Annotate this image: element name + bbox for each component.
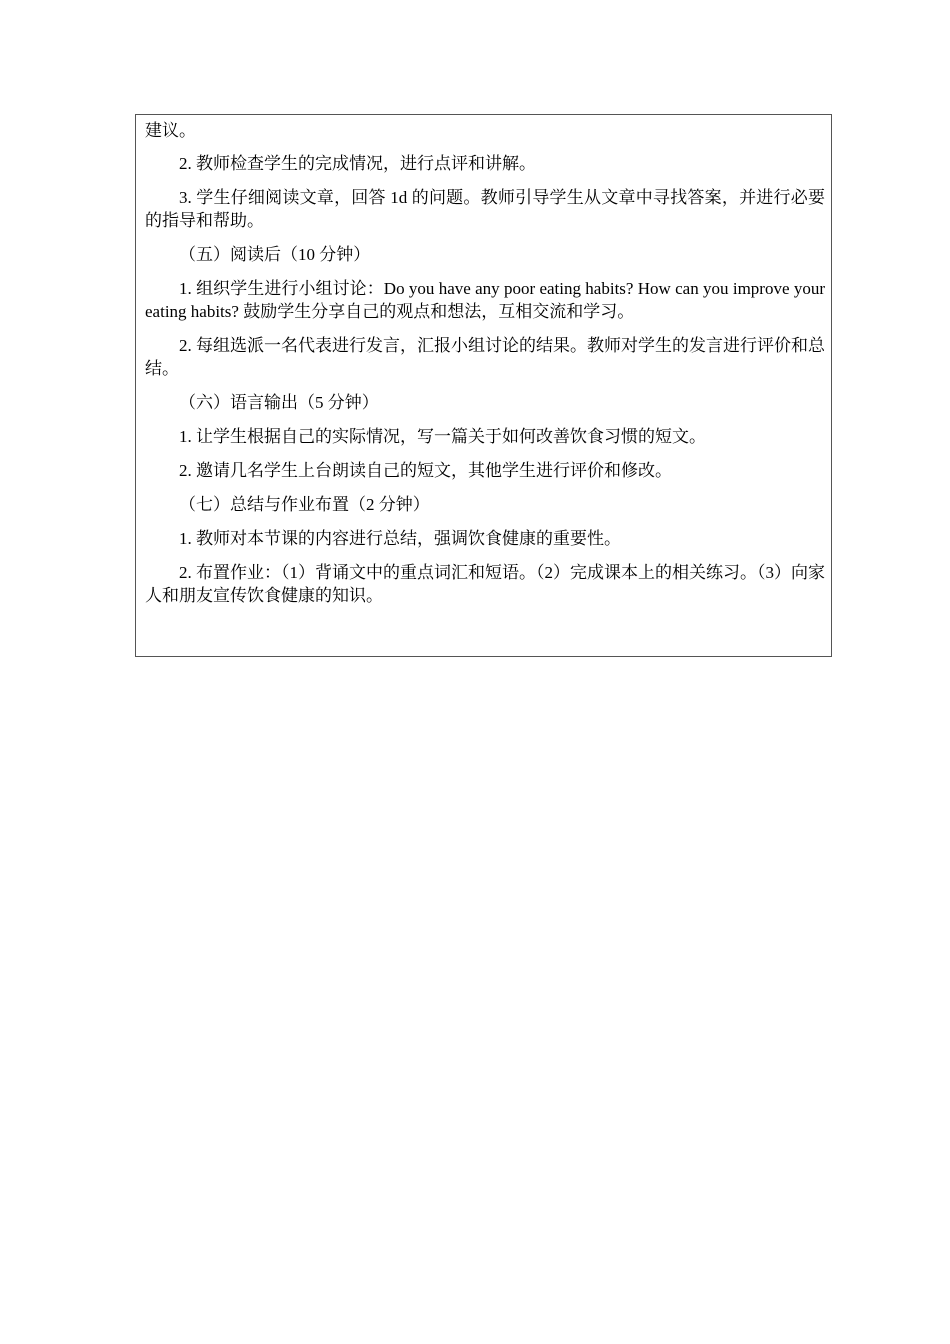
step-group-discussion: 1. 组织学生进行小组讨论：Do you have any poor eating habits? How can you improve your eating habits? 鼓励学生分享自己的观点和想法，互相交流和学习。: [145, 279, 825, 321]
step-read-aloud: 2. 邀请几名学生上台朗读自己的短文，其他学生进行评价和修改。: [179, 461, 672, 480]
step-read-answer-1d: 3. 学生仔细阅读文章，回答 1d 的问题。教师引导学生从文章中寻找答案，并进行必要的指导和帮助。: [145, 188, 825, 230]
section-heading-summary-homework: （七）总结与作业布置（2 分钟）: [179, 495, 430, 514]
section-heading-post-reading: （五）阅读后（10 分钟）: [179, 245, 371, 264]
lesson-content-table-cell: [135, 114, 832, 657]
continuation-paragraph: 建议。: [145, 121, 196, 140]
step-write-essay: 1. 让学生根据自己的实际情况，写一篇关于如何改善饮食习惯的短文。: [179, 427, 706, 446]
section-heading-language-output: （六）语言输出（5 分钟）: [179, 393, 379, 412]
step-homework: 2. 布置作业：（1）背诵文中的重点词汇和短语。（2）完成课本上的相关练习。（3）向家人和朋友宣传饮食健康的知识。: [145, 563, 825, 605]
lesson-content-text: [145, 119, 825, 618]
step-summary: 1. 教师对本节课的内容进行总结，强调饮食健康的重要性。: [179, 529, 621, 548]
step-teacher-check: 2. 教师检查学生的完成情况，进行点评和讲解。: [179, 154, 536, 173]
step-group-report: 2. 每组选派一名代表进行发言，汇报小组讨论的结果。教师对学生的发言进行评价和总结。: [145, 336, 825, 378]
